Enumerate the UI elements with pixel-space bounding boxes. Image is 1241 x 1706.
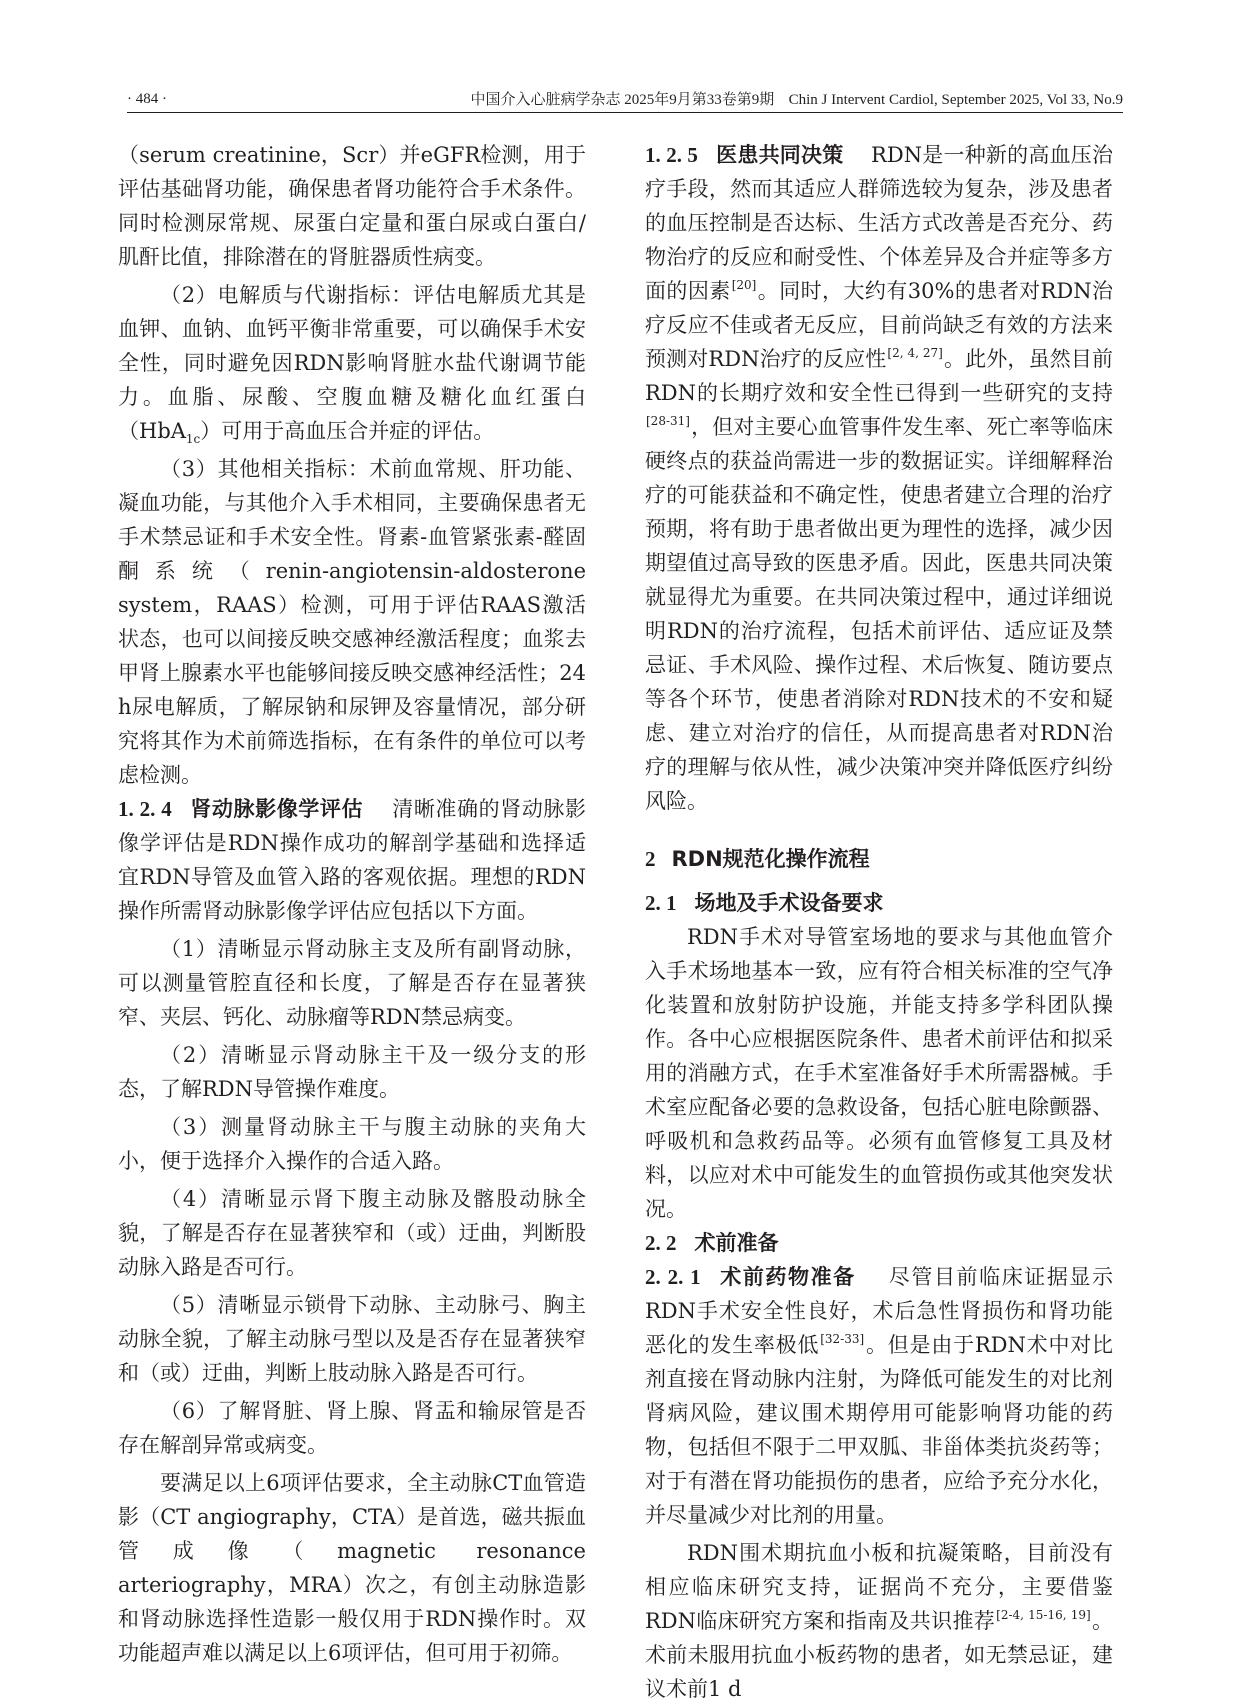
section-number: 2. 2. 1 (645, 1265, 701, 1289)
section-text: RDN是一种新的高血压治疗手段，然而其适应人群筛选较为复杂，涉及患者的血压控制是否达标、生活方式改善是否充分、药物治疗的反应和耐受性、个体差异及合并症等多方面的因素 (645, 143, 1114, 303)
section-text: 。同时，大约有30%的患者对RDN治疗反应不佳或者无反应，目前尚缺乏有效的方法来预测对RDN治疗的反应性 (645, 279, 1113, 371)
section-text: 。但是由于RDN术中对比剂直接在肾动脉内注射，为降低可能发生的对比剂肾病风险，建议围术期停用可能影响肾功能的药物，包括但不限于二甲双胍、非甾体类抗炎药等；对于有潜在肾功能损伤的患者，应给予充分水化，并尽量减少对比剂的用量。 (645, 1333, 1114, 1527)
list-item-1: （1）清晰显示肾动脉主支及所有副肾动脉，可以测量管腔直径和长度，了解是否存在显著狭窄、夹层、钙化、动脉瘤等RDN禁忌病变。 (118, 937, 586, 1029)
section-number: 2. 2 (645, 1231, 677, 1255)
journal-title-en: Chin J Intervent Cardiol, September 2025, Vol 33, No.9 (788, 92, 1123, 108)
subsection-2-1-heading (645, 886, 1113, 920)
citation-ref: [2, 4, 27] (887, 346, 943, 360)
paragraph-text: 。术前未服用抗血小板药物的患者，如无禁忌证，建议术前1 d (645, 1609, 1113, 1701)
section-1-2-4 (118, 792, 586, 928)
paragraph-antiplatelet (645, 1536, 1113, 1706)
section-number: 1. 2. 5 (645, 143, 698, 167)
section-heading-2 (645, 842, 1113, 876)
paragraph-text: RDN围术期抗血小板和抗凝策略，目前没有相应临床研究支持，证据尚不充分，主要借鉴RDN临床研究方案和指南及共识推荐 (645, 1541, 1113, 1633)
section-text: ，但对主要心血管事件发生率、死亡率等临床硬终点的获益尚需进一步的数据证实。详细解释治疗的可能获益和不确定性，使患者建立合理的治疗预期，将有助于患者做出更为理性的选择，减少因期望值过高导致的医患矛盾。因此，医患共同决策就显得尤为重要。在共同决策过程中，通过详细说明RDN的治疗流程，包括术前评估、适应证及禁忌证、手术风险、操作过程、术后恢复、随访要点等各个环节，使患者消除对RDN技术的不安和疑虑、建立对治疗的信任，从而提高患者对RDN治疗的理解与依从性，减少决策冲突并降低医疗纠纷风险。 (645, 415, 1113, 813)
section-title: 医患共同决策 (715, 142, 844, 167)
section-text: 。此外，虽然目前RDN的长期疗效和安全性已得到一些研究的支持 (645, 347, 1113, 405)
section-1-2-5 (645, 138, 1113, 818)
list-item-5: （5）清晰显示锁骨下动脉、主动脉弓、胸主动脉全貌，了解主动脉弓型以及是否存在显著狭窄和（或）迂曲，判断上肢动脉入路是否可行。 (118, 1293, 586, 1385)
list-item-6: （6）了解肾脏、肾上腺、肾盂和输尿管是否存在解剖异常或病变。 (118, 1399, 586, 1457)
journal-citation (471, 88, 1124, 111)
journal-title-cn: 中国介入心脏病学杂志 2025年9月第33卷第9期 (470, 92, 775, 108)
citation-ref: [2-4, 15-16, 19] (996, 1608, 1091, 1622)
paragraph-electrolytes-text: （2）电解质与代谢指标：评估电解质尤其是血钾、血钠、血钙平衡非常重要，可以确保手术安全性，同时避免因RDN影响肾脏水盐代谢调节能力。血脂、尿酸、空腹血糖及糖化血红蛋白（HbA (118, 283, 586, 443)
list-item-2: （2）清晰显示肾动脉主干及一级分支的形态，了解RDN导管操作难度。 (118, 1043, 586, 1101)
paragraph-cta-summary: 要满足以上6项评估要求，全主动脉CT血管造影（CT angiography，CTA）是首选，磁共振血管成像（magnetic resonance arteriography，MRA）次之，有创主动脉造影和肾动脉选择性造影一般仅用于RDN操作时。双功能超声难以满足以上6项评估，但可用于初筛。 (118, 1471, 586, 1665)
section-number: 1. 2. 4 (118, 797, 172, 821)
section-text: 清晰准确的肾动脉影像学评估是RDN操作成功的解剖学基础和选择适宜RDN导管及血管入路的客观依据。理想的RDN操作所需肾动脉影像学评估应包括以下方面。 (118, 797, 587, 923)
section-title: 肾动脉影像学评估 (189, 796, 364, 821)
right-column (645, 138, 1113, 1706)
heading-number: 2 (645, 847, 656, 871)
section-text: 尽管目前临床证据显示RDN手术安全性良好，术后急性肾损伤和肾功能恶化的发生率极低 (645, 1265, 1114, 1357)
section-title: 术前药物准备 (718, 1264, 856, 1289)
running-header (127, 84, 1123, 113)
heading-title: RDN规范化操作流程 (671, 847, 870, 871)
section-title: 术前准备 (694, 1230, 779, 1255)
list-item-4: （4）清晰显示肾下腹主动脉及髂股动脉全貌，了解是否存在显著狭窄和（或）迂曲，判断股动脉入路是否可行。 (118, 1187, 586, 1279)
section-title: 场地及手术设备要求 (694, 890, 884, 915)
paragraph-electrolytes (118, 278, 586, 448)
page-number: · 484 · (127, 91, 167, 107)
citation-ref: [28-31] (646, 414, 690, 428)
paragraph-serum-creatinine: （serum creatinine，Scr）并eGFR检测，用于评估基础肾功能，确保患者肾功能符合手术条件。同时检测尿常规、尿蛋白定量和蛋白尿或白蛋白/肌酐比值，排除潜在的肾脏器质性病变。 (118, 143, 586, 269)
paragraph-electrolytes-end: ）可用于高血压合并症的评估。 (200, 419, 495, 443)
list-item-3: （3）测量肾动脉主干与腹主动脉的夹角大小，便于选择介入操作的合适入路。 (118, 1115, 586, 1173)
left-column (118, 138, 586, 1670)
citation-ref: [20] (731, 278, 757, 292)
hba1c-subscript: 1c (185, 432, 201, 447)
paragraph-other-indicators: （3）其他相关指标：术前血常规、肝功能、凝血功能，与其他介入手术相同，主要确保患者无手术禁忌证和手术安全性。肾素-血管紧张素-醛固酮系统（renin-angiotensin-aldosterone system，RAAS）检测，可用于评估RAAS激活状态，也可以间接反映交感神经激活程度；血浆去甲肾上腺素水平也能够间接反映交感神经活性；24 h尿电解质，了解尿钠和尿钾及容量情况，部分研究将其作为术前筛选指标，在有条件的单位可以考虑检测。 (118, 457, 586, 787)
section-number: 2. 1 (645, 891, 677, 915)
citation-ref: [32-33] (820, 1332, 865, 1346)
section-2-2-1 (645, 1260, 1113, 1532)
paragraph-venue-equipment: RDN手术对导管室场地的要求与其他血管介入手术场地基本一致，应有符合相关标准的空气净化装置和放射防护设施，并能支持多学科团队操作。各中心应根据医院条件、患者术前评估和拟采用的消融方式，在手术室准备好手术所需器械。手术室应配备必要的急救设备，包括心脏电除颤器、呼吸机和急救药品等。必须有血管修复工具及材料，以应对术中可能发生的血管损伤或其他突发状况。 (645, 925, 1113, 1221)
subsection-2-2-heading (645, 1226, 1113, 1260)
